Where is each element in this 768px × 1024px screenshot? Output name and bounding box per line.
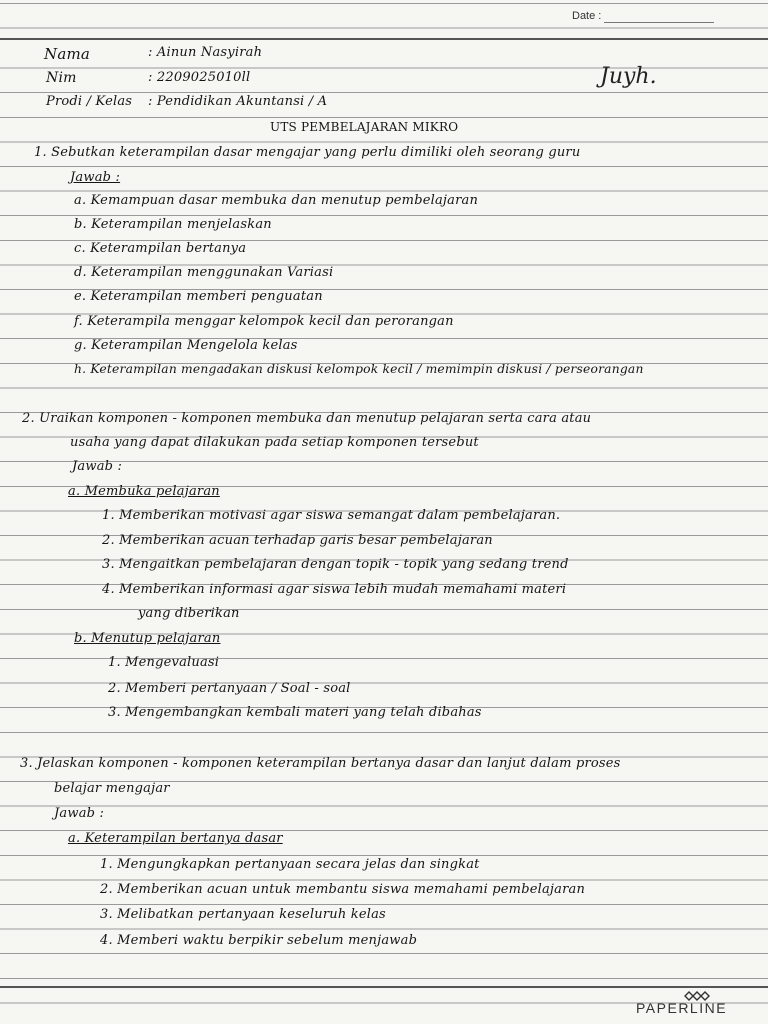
q3-a-item: 4. Memberi waktu berpikir sebelum menjawab xyxy=(100,933,418,948)
q2-jawab: Jawab : xyxy=(72,459,123,474)
q2-a-heading: a. Membuka pelajaran xyxy=(68,484,220,499)
nim-value: : 2209025010ll xyxy=(148,70,251,85)
q2-question-line1: 2. Uraikan komponen - komponen membuka dan menutup pelajaran serta cara atau xyxy=(22,411,592,426)
nama-value: : Ainun Nasyirah xyxy=(148,45,263,60)
q3-question-line2: belajar mengajar xyxy=(54,781,170,796)
q1-item: f. Keterampila menggar kelompok kecil dan perorangan xyxy=(74,314,454,329)
q2-a-item-cont: yang diberikan xyxy=(138,606,240,621)
bleed-through xyxy=(470,46,474,59)
q2-b-heading: b. Menutup pelajaran xyxy=(74,631,221,646)
page-title: UTS PEMBELAJARAN MIKRO xyxy=(270,120,459,134)
q1-item: h. Keterampilan mengadakan diskusi kelompok kecil / memimpin diskusi / perseorangan xyxy=(74,362,644,376)
q3-a-item: 3. Melibatkan pertanyaan keseluruh kelas xyxy=(100,907,386,922)
nim-label: Nim xyxy=(46,70,77,86)
q2-question-line2: usaha yang dapat dilakukan pada setiap komponen tersebut xyxy=(70,435,479,450)
prodi-value: : Pendidikan Akuntansi / A xyxy=(148,94,328,109)
q1-item: a. Kemampuan dasar membuka dan menutup pembelajaran xyxy=(74,193,479,208)
q1-item: e. Keterampilan memberi penguatan xyxy=(74,289,323,304)
q2-b-item: 3. Mengembangkan kembali materi yang telah dibahas xyxy=(108,705,482,720)
q2-a-item: 1. Memberikan motivasi agar siswa semangat dalam pembelajaran. xyxy=(102,508,561,523)
date-label: Date : xyxy=(572,10,602,22)
q2-b-item: 1. Mengevaluasi xyxy=(108,655,220,670)
q2-a-item: 4. Memberikan informasi agar siswa lebih mudah memahami materi xyxy=(102,582,567,597)
q3-a-item: 1. Mengungkapkan pertanyaan secara jelas dan singkat xyxy=(100,857,480,872)
q3-a-item: 2. Memberikan acuan untuk membantu siswa memahami pembelajaran xyxy=(100,882,586,897)
q1-item: c. Keterampilan bertanya xyxy=(74,241,247,256)
q2-a-item: 3. Mengaitkan pembelajaran dengan topik - topik yang sedang trend xyxy=(102,557,569,572)
date-line xyxy=(604,22,714,23)
q2-a-item: 2. Memberikan acuan terhadap garis besar pembelajaran xyxy=(102,533,493,548)
q1-item: g. Keterampilan Mengelola kelas xyxy=(74,338,298,353)
brand-name: PAPERLINE xyxy=(636,1000,728,1016)
q3-jawab: Jawab : xyxy=(54,806,105,821)
q3-question-line1: 3. Jelaskan komponen - komponen keterampilan bertanya dasar dan lanjut dalam proses xyxy=(20,756,621,771)
q1-jawab: Jawab : xyxy=(70,170,121,185)
signature: Juyh. xyxy=(600,64,657,89)
top-rule xyxy=(0,38,768,40)
q2-b-item: 2. Memberi pertanyaan / Soal - soal xyxy=(108,681,351,696)
nama-label: Nama xyxy=(44,45,91,63)
q1-item: b. Keterampilan menjelaskan xyxy=(74,217,272,232)
q1-question: 1. Sebutkan keterampilan dasar mengajar yang perlu dimiliki oleh seorang guru xyxy=(34,145,581,160)
prodi-label: Prodi / Kelas xyxy=(46,94,133,109)
q1-item: d. Keterampilan menggunakan Variasi xyxy=(74,265,334,280)
q3-a-heading: a. Keterampilan bertanya dasar xyxy=(68,831,283,846)
bottom-rule xyxy=(0,986,768,988)
